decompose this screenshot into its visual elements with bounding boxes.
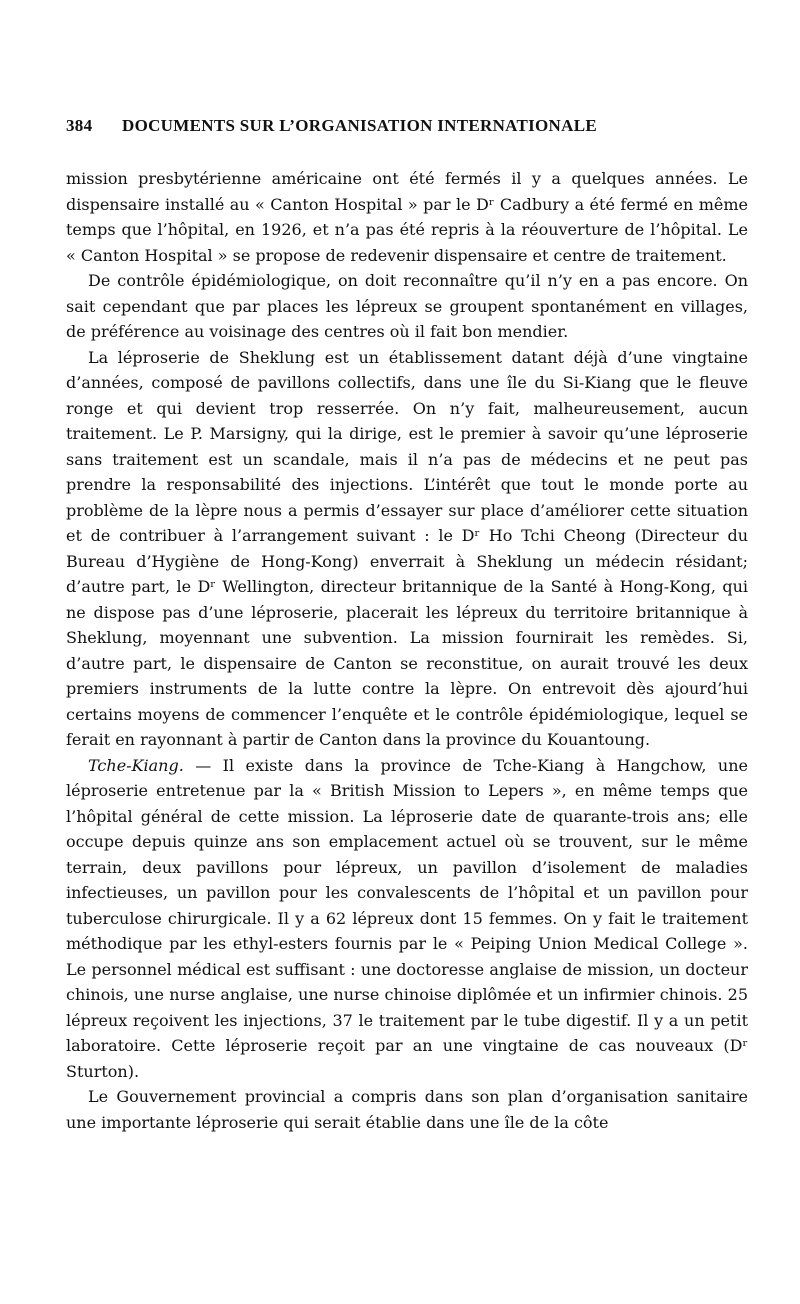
section-lead: Tche-Kiang. xyxy=(88,755,184,775)
page-number: 384 xyxy=(66,116,93,135)
paragraph: La léproserie de Sheklung est un établissement datant déjà d’une vingtaine d’années, composé de pavillons collectifs, dans une île du Si-Kiang que le fleuve ronge et qui devient trop resserrée. On n’y fait, malheureusement, aucun traitement. Le P. Marsigny, qui la dirige, est le premier à savoir qu’une léproserie sans traitement est un scandale, mais il n’a pas de médecins et ne peut pas prendre la responsabilité des injections. L’intérêt que tout le monde porte au problème de la lèpre nous a permis d’essayer sur place d’améliorer cette situation et de contribuer à l’arrangement suivant : le Dʳ Ho Tchi Cheong (Directeur du Bureau d’Hygiène de Hong-Kong) enverrait à Sheklung un médecin résidant; d’autre part, le Dʳ Wellington, directeur britannique de la Santé à Hong-Kong, qui ne dispose pas d’une léproserie, placerait les lépreux du territoire britannique à Sheklung, moyennant une subvention. La mission fournirait les remèdes. Si, d’autre part, le dispensaire de Canton se reconstitue, on aurait trouvé les deux premiers instruments de la lutte contre la lèpre. On entrevoit dès ajourd’hui certains moyens de commencer l’enquête et le contrôle épidémiologique, lequel se ferait en rayonnant à partir de Canton dans la province du Kouantoung. xyxy=(66,347,748,749)
page-header xyxy=(66,116,746,136)
paragraph: De contrôle épidémiologique, on doit reconnaître qu’il n’y en a pas encore. On sait cependant que par places les lépreux se groupent spontanément en villages, de préférence au voisinage des centres où il fait bon mendier. xyxy=(66,271,748,341)
paragraph: Le Gouvernement provincial a compris dans son plan d’organisation sanitaire une importante léproserie qui serait établie dans une île de la côte xyxy=(66,1087,748,1132)
paragraph: mission presbytérienne américaine ont été fermés il y a quelques années. Le dispensaire installé au « Canton Hospital » par le Dʳ Cadbury a été fermé en même temps que l’hôpital, en 1926, et n’a pas été repris à la réouverture de l’hôpital. Le « Canton Hospital » se propose de redevenir dispensaire et centre de traitement. xyxy=(66,169,748,265)
body-text xyxy=(66,166,748,1135)
running-title: DOCUMENTS SUR L’ORGANISATION INTERNATIONALE xyxy=(122,116,597,135)
paragraph-text: — Il existe dans la province de Tche-Kiang à Hangchow, une léproserie entretenue par la « British Mission to Lepers », en même temps que l’hôpital général de cette mission. La léproserie date de quarante-trois ans; elle occupe depuis quinze ans son emplacement actuel où se trouvent, sur le même terrain, deux pavillons pour lépreux, un pavillon d’isolement de maladies infectieuses, un pavillon pour les convalescents de l’hôpital et un pavillon pour tuberculose chirurgicale. Il y a 62 lépreux dont 15 femmes. On y fait le traitement méthodique par les ethyl-esters fournis par le « Peiping Union Medical College ». Le personnel médical est suffisant : une doctoresse anglaise de mission, un docteur chinois, une nurse anglaise, une nurse chinoise diplômée et un infirmier chinois. 25 lépreux reçoivent les injections, 37 le traitement par le tube digestif. Il y a un petit laboratoire. Cette léproserie reçoit par an une vingtaine de cas nouveaux (Dʳ Sturton). xyxy=(66,755,748,1081)
paragraph xyxy=(66,753,748,1085)
